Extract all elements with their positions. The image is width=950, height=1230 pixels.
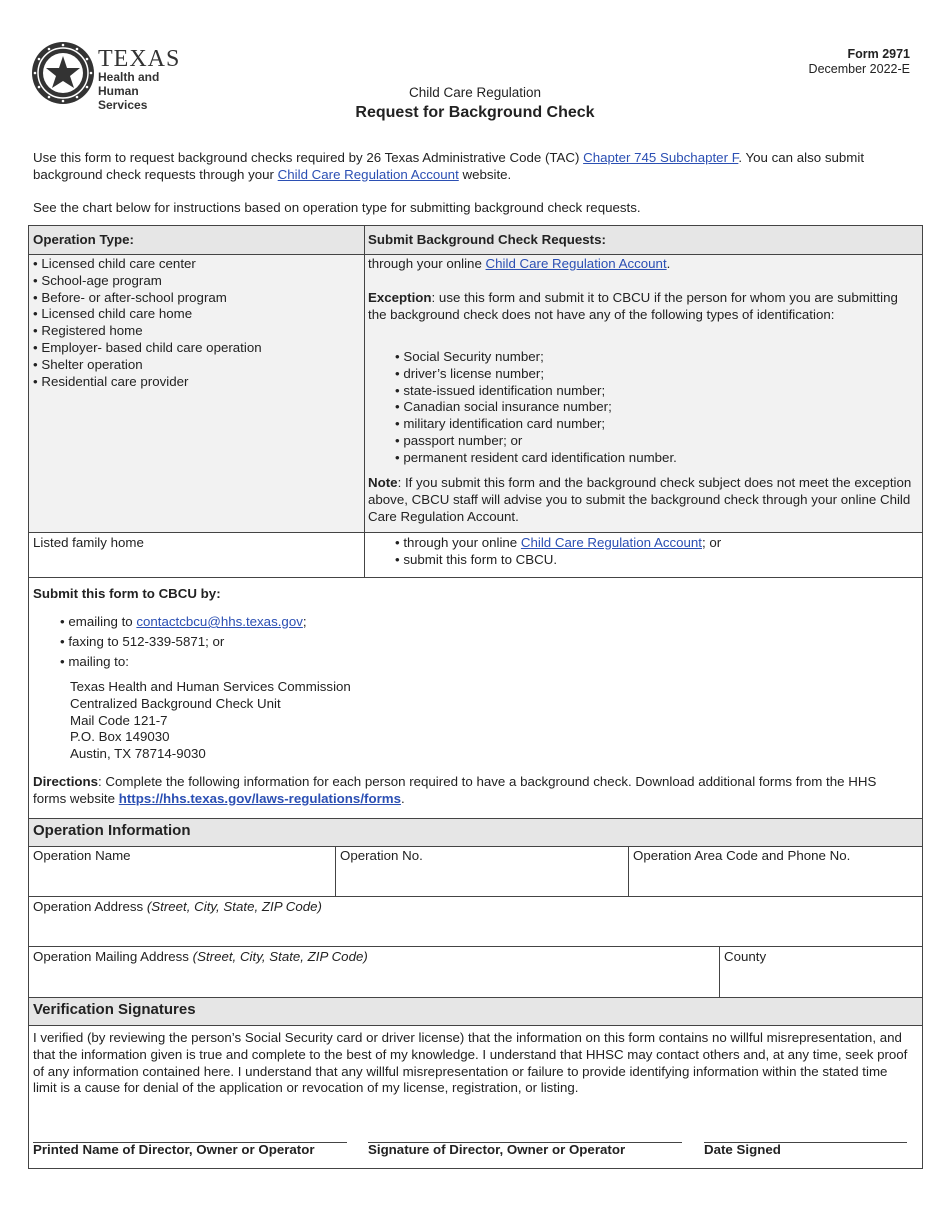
exception-text: : use this form and submit it to CBCU if the person for whom you are submitting the background check does not have any of the following types of identification:: [368, 290, 898, 322]
operation-mailing-label: Operation Mailing Address: [33, 949, 193, 964]
id-types-list: [395, 349, 677, 467]
chart-header-submit: Submit Background Check Requests:: [368, 232, 606, 247]
operation-type-item: • Employer- based child care operation: [33, 340, 262, 357]
address-line: Austin, TX 78714-9030: [70, 746, 206, 762]
id-type-item: • driver’s license number;: [395, 366, 677, 383]
row2-option-form: • submit this form to CBCU.: [395, 552, 721, 569]
row2-option-online-text: through your online: [403, 535, 521, 550]
operation-address-field[interactable]: [33, 899, 918, 945]
operation-address-label: Operation Address: [33, 899, 147, 914]
operation-phone-field[interactable]: [633, 848, 919, 894]
submit-heading: Submit this form to CBCU by:: [33, 586, 221, 601]
operation-type-item: • Registered home: [33, 323, 262, 340]
operation-phone-label: Operation Area Code and Phone No.: [633, 848, 851, 863]
operation-type-item: • Shelter operation: [33, 357, 262, 374]
operation-number-field[interactable]: [340, 848, 626, 894]
row1-submit-end: .: [666, 256, 671, 271]
directions-end: .: [400, 790, 405, 806]
submit-methods-list: [60, 612, 307, 672]
logo-line2: Health and Human: [98, 70, 160, 98]
submit-email-text: emailing to: [68, 614, 137, 629]
row2-option-online-end: ; or: [702, 535, 722, 550]
id-type-item: • Canadian social insurance number;: [395, 399, 677, 416]
form-body: [28, 225, 923, 1169]
submit-method-fax: • faxing to 512-339-5871; or: [60, 632, 307, 652]
intro-chart-note: See the chart below for instructions based on operation type for submitting background check requests.: [33, 200, 641, 215]
row2-ccr-account-link[interactable]: Child Care Regulation Account: [520, 535, 702, 550]
intro-text-a: Use this form to request background checks required by 26 Texas Administrative Code (TAC): [33, 150, 584, 165]
operation-name-field[interactable]: [33, 848, 333, 894]
county-field[interactable]: [724, 949, 919, 995]
chart-header-operation-type: Operation Type:: [33, 232, 134, 247]
note-text: : If you submit this form and the background check subject does not meet the exception above, CBCU staff will advise you to submit the background check through your online Child Care Regulation Account.: [368, 475, 912, 524]
id-type-item: • military identification card number;: [395, 416, 677, 433]
operation-type-item: • Licensed child care home: [33, 306, 262, 323]
operation-type-item: • Before- or after-school program: [33, 290, 262, 307]
logo-line3: Services: [98, 98, 148, 112]
date-signed-label: Date Signed: [704, 1142, 781, 1157]
page-supertitle: Child Care Regulation: [408, 85, 542, 100]
address-line: Centralized Background Check Unit: [70, 695, 281, 711]
operation-number-label: Operation No.: [340, 848, 423, 863]
intro-paragraph: [33, 150, 918, 183]
verification-statement: I verified (by reviewing the person’s Social Security card or driver license) that the information on this form contains no willful misrepresentation, and that the information given is true and complete to the best of my knowledge. I understand that HHSC may contact others and, at any time, seek proof of any information contained here. I understand that any willful misrepresentation or failure to provide identifying information within the stated time limit is a cause for denial of the application or revocation of my license, registration, or listing.: [33, 1030, 908, 1096]
intro-text-b: . You can also submit background check requests through your: [33, 150, 865, 182]
row1-submit-text: through your online: [368, 256, 486, 271]
address-line: P.O. Box 149030: [70, 729, 170, 745]
operation-name-label: Operation Name: [33, 848, 131, 863]
submit-email-end: ;: [302, 614, 307, 629]
operation-mailing-hint: (Street, City, State, ZIP Code): [192, 949, 368, 964]
operation-mailing-address-field[interactable]: [33, 949, 715, 995]
intro-text-c: website.: [458, 166, 512, 182]
logo-texas: TEXAS: [98, 46, 181, 72]
hhs-forms-link[interactable]: https://hhs.texas.gov/laws-regulations/forms: [118, 790, 401, 806]
row2-option-online: [395, 535, 721, 552]
note-label: Note: [368, 475, 398, 490]
verification-heading: Verification Signatures: [33, 1001, 196, 1018]
id-type-item: • passport number; or: [395, 433, 677, 450]
printed-name-label: Printed Name of Director, Owner or Operator: [33, 1142, 315, 1157]
operation-address-hint: (Street, City, State, ZIP Code): [146, 899, 322, 914]
form-date: December 2022-E: [808, 62, 910, 76]
address-line: Texas Health and Human Services Commission: [70, 679, 351, 694]
submit-method-mail: • mailing to:: [60, 652, 307, 672]
chapter-745-link[interactable]: Chapter 745 Subchapter F: [583, 150, 739, 165]
address-line: Mail Code 121-7: [70, 712, 168, 728]
row2-options-list: [395, 535, 721, 569]
form-number: Form 2971: [847, 47, 910, 61]
directions-paragraph: [33, 774, 913, 808]
cbcu-email-link[interactable]: contactcbcu@hhs.texas.gov: [136, 614, 303, 629]
exception-paragraph: [368, 290, 913, 324]
ccr-account-link[interactable]: Child Care Regulation Account: [277, 166, 459, 182]
operation-type-item: • Residential care provider: [33, 374, 262, 391]
form-number-block: [809, 47, 910, 77]
operation-type-item: • Licensed child care center: [33, 256, 262, 273]
operation-types-list: [33, 256, 262, 390]
directions-label: Directions: [33, 774, 99, 789]
row2-operation-type: Listed family home: [33, 535, 144, 550]
exception-label: Exception: [368, 290, 432, 305]
id-type-item: • Social Security number;: [395, 349, 677, 366]
row1-ccr-account-link[interactable]: Child Care Regulation Account: [485, 256, 667, 271]
directions-text: : Complete the following information for each person required to have a background check. Download additional forms from the HHS forms website: [33, 774, 877, 806]
county-label: County: [724, 949, 767, 964]
signature-label: Signature of Director, Owner or Operator: [368, 1142, 626, 1157]
submit-method-email: [60, 612, 307, 632]
row1-submit: [368, 256, 670, 273]
id-type-item: • state-issued identification number;: [395, 383, 677, 400]
page-title: Request for Background Check: [355, 104, 595, 121]
note-paragraph: [368, 475, 913, 525]
mailing-address: [70, 679, 351, 763]
id-type-item: • permanent resident card identification number.: [395, 450, 677, 467]
title-block: [0, 85, 950, 123]
operation-info-heading: Operation Information: [33, 822, 191, 839]
operation-type-item: • School-age program: [33, 273, 262, 290]
